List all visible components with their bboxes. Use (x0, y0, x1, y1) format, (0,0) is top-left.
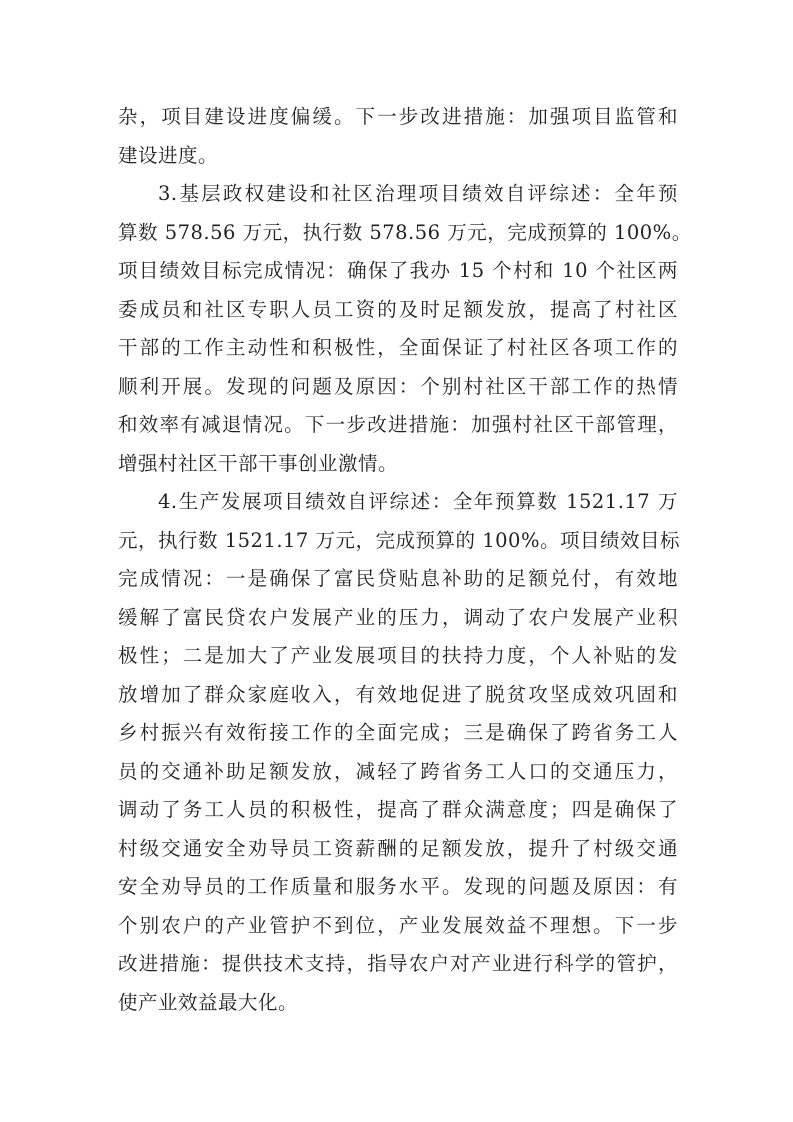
text-line: 增强村社区干部干事创业激情。 (118, 451, 399, 475)
text-line: 算数 578.56 万元，执行数 578.56 万元，完成预算的 100%。 (118, 220, 692, 244)
text-line: 3.基层政权建设和社区治理项目绩效自评综述：全年预 (158, 182, 678, 205)
text-line: 建设进度。 (118, 143, 219, 167)
text-line: 干部的工作主动性和积极性，全面保证了村社区各项工作的 (118, 336, 678, 359)
text-line: 调动了务工人员的积极性，提高了群众满意度；四是确保了 (118, 798, 678, 821)
text-line: 委成员和社区专职人员工资的及时足额发放，提高了村社区 (118, 297, 678, 321)
text-line: 4.生产发展项目绩效自评综述：全年预算数 1521.17 万 (158, 490, 678, 513)
text-line: 使产业效益最大化。 (118, 990, 299, 1014)
text-line: 项目绩效目标完成情况：确保了我办 15 个村和 10 个社区两 (118, 259, 678, 282)
paragraph (118, 175, 692, 483)
text-line: 员的交通补助足额发放，减轻了跨省务工人口的交通压力， (118, 759, 678, 783)
text-line: 完成情况：一是确保了富民贷贴息补助的足额兑付，有效地 (118, 567, 678, 590)
text-line: 个别农户的产业管护不到位，产业发展效益不理想。下一步 (118, 913, 678, 937)
text-line: 顺利开展。发现的问题及原因：个别村社区干部工作的热情 (118, 374, 678, 398)
text-line: 乡村振兴有效衔接工作的全面完成；三是确保了跨省务工人 (118, 721, 678, 744)
text-line: 元，执行数 1521.17 万元，完成预算的 100%。项目绩效目标 (118, 528, 680, 552)
text-line: 杂，项目建设进度偏缓。下一步改进措施：加强项目监管和 (118, 105, 678, 128)
paragraph (118, 483, 678, 1022)
text-line: 安全劝导员的工作质量和服务水平。发现的问题及原因：有 (118, 875, 678, 898)
text-line: 放增加了群众家庭收入，有效地促进了脱贫攻坚成效巩固和 (118, 682, 678, 706)
body-text (118, 98, 692, 1022)
text-line: 极性；二是加大了产业发展项目的扶持力度，个人补贴的发 (118, 644, 678, 667)
paragraph (118, 98, 678, 175)
text-line: 村级交通安全劝导员工资薪酬的足额发放，提升了村级交通 (118, 836, 678, 860)
text-line: 和效率有减退情况。下一步改进措施：加强村社区干部管理， (118, 413, 678, 436)
text-line: 改进措施：提供技术支持，指导农户对产业进行科学的管护， (118, 952, 678, 975)
text-line: 缓解了富民贷农户发展产业的压力，调动了农户发展产业积 (118, 605, 678, 629)
